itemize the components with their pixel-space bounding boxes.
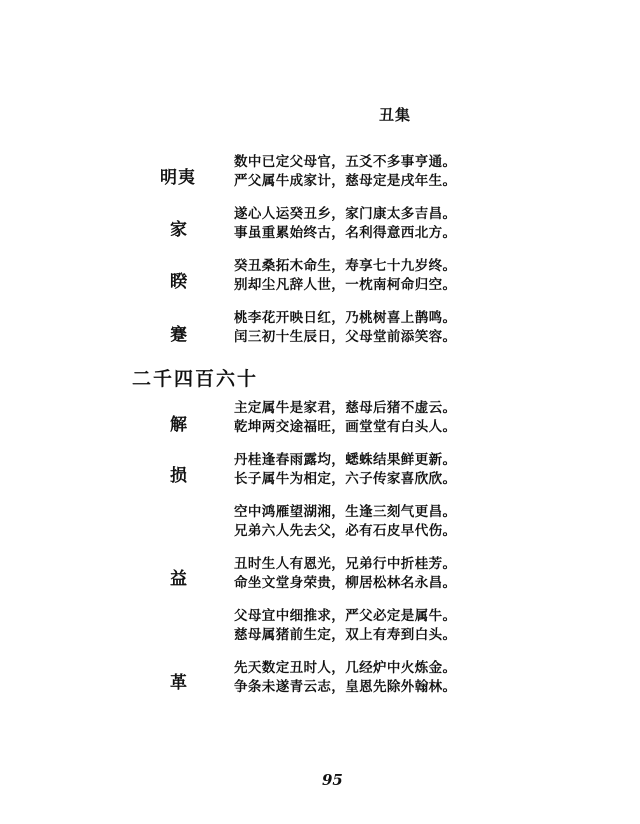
verse-line: 丹桂逢春雨露均，蟋蛛结果鲜更新。 bbox=[234, 452, 457, 468]
verse-line: 长子属牛为相定，六子传家喜欣欣。 bbox=[234, 471, 457, 487]
verse-line: 先天数定丑时人，几经炉中火炼金。 bbox=[234, 660, 457, 676]
hexagram-label: 解 bbox=[170, 415, 188, 435]
section-title: 二千四百六十 bbox=[132, 368, 259, 390]
verse-line: 慈母属猪前生定，双上有寿到白头。 bbox=[234, 627, 457, 643]
verse-line: 数中已定父母官，五爻不多事亨通。 bbox=[234, 154, 457, 170]
hexagram-label: 蹇 bbox=[170, 325, 188, 345]
verse-line: 命坐文堂身荣贵，柳居松林名永昌。 bbox=[234, 575, 457, 591]
hexagram-label: 革 bbox=[170, 673, 188, 693]
verse-line: 父母宜中细推求，严父必定是属牛。 bbox=[234, 608, 457, 624]
verse-line: 丑时生人有恩光，兄弟行中折桂芳。 bbox=[234, 556, 457, 572]
verse-line: 乾坤两交途福旺，画堂堂有白头人。 bbox=[234, 419, 457, 435]
verse-line: 癸丑桑拓木命生，寿享七十九岁终。 bbox=[234, 258, 457, 274]
verse-line: 争条未遂青云志，皇恩先除外翰林。 bbox=[234, 679, 457, 695]
hexagram-label: 明夷 bbox=[160, 168, 196, 188]
verse-line: 桃李花开映日红，乃桃树喜上鹊鸣。 bbox=[234, 310, 457, 326]
hexagram-label: 损 bbox=[170, 466, 188, 486]
verse-line: 兄弟六人先去父，必有石皮早代伤。 bbox=[234, 523, 457, 539]
verse-line: 闰三初十生辰日，父母堂前添笑容。 bbox=[234, 329, 457, 345]
page-number: 95 bbox=[322, 771, 343, 789]
verse-line: 空中鸿雁望湖湘，生逢三刻气更昌。 bbox=[234, 504, 457, 520]
hexagram-label: 睽 bbox=[170, 272, 188, 292]
verse-line: 遂心人运癸丑乡，家门康太多吉昌。 bbox=[234, 206, 457, 222]
verse-line: 严父属牛成家计，慈母定是戌年生。 bbox=[234, 173, 457, 189]
hexagram-label: 益 bbox=[170, 569, 188, 589]
verse-line: 别却尘凡辞人世，一枕南柯命归空。 bbox=[234, 277, 457, 293]
verse-line: 事虽重累始终古，名利得意西北方。 bbox=[234, 225, 457, 241]
verse-line: 主定属牛是家君，慈母后猪不虚云。 bbox=[234, 400, 457, 416]
page-header: 丑集 bbox=[379, 106, 412, 124]
hexagram-label: 家 bbox=[170, 220, 188, 240]
